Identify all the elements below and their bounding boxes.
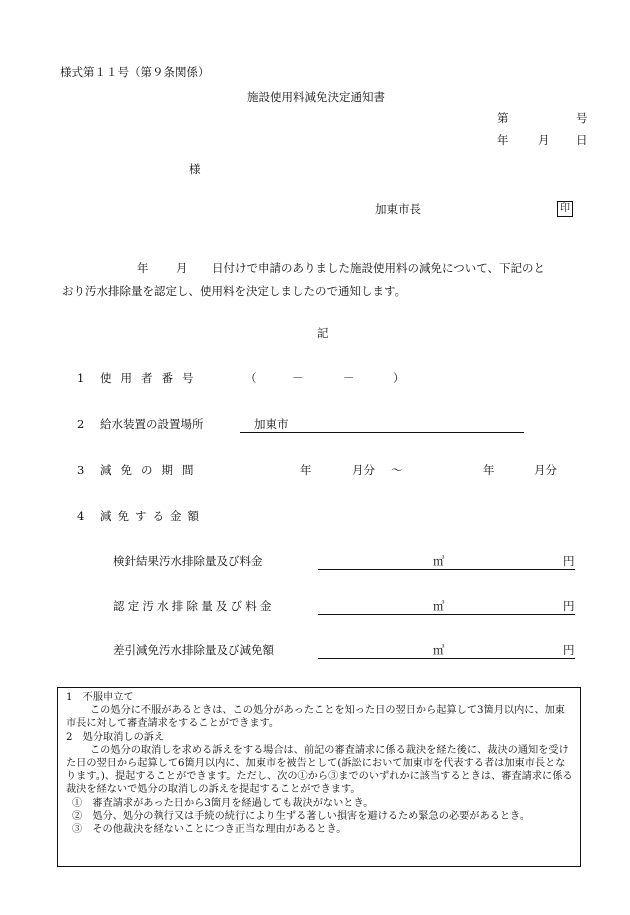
item-3-tilde: ～ (391, 463, 403, 477)
item-3-to-year: 年 (483, 463, 495, 477)
item-2-value: 加東市 (254, 417, 289, 431)
amount-row-2-money-unit: 円 (563, 599, 575, 613)
amount-row-3-money-unit: 円 (563, 643, 575, 657)
item-4-number: 4 (77, 509, 85, 523)
amount-row-1-label: 検針結果汚水排除量及び料金 (113, 554, 263, 568)
amount-row-2-label: 認定汚水排除量及び料金 (113, 599, 275, 613)
intro-line-2: おり汚水排除量を認定し、使用料を決定しましたので通知します。 (62, 284, 407, 298)
item-2-underline (240, 432, 524, 433)
seal-mark: 印 (557, 201, 573, 217)
document-title: 施設使用料減免決定通知書 (247, 90, 385, 104)
date-day-label: 日 (576, 133, 588, 147)
item-2-label: 給水装置の設置場所 (100, 417, 204, 431)
recipient-suffix: 様 (189, 162, 201, 176)
item-3-from-month: 月分 (352, 463, 375, 477)
notice-condition-3: ③ その他裁決を経ないことにつき正当な理由があるとき。 (72, 824, 347, 836)
notice-section-2-title: 2 処分取消しの訴え (66, 731, 165, 743)
notice-section-1-title: 1 不服申立て (66, 692, 134, 703)
ki-heading: 記 (317, 326, 329, 340)
item-3-number: 3 (77, 463, 85, 477)
item-2-number: 2 (77, 417, 85, 431)
appeal-notice-box (57, 687, 581, 867)
amount-row-3-underline (318, 658, 575, 659)
item-1-label: 使用者番号 (100, 371, 203, 385)
intro-month-label: 月 (176, 261, 188, 275)
item-3-to-month: 月分 (534, 463, 557, 477)
date-year-label: 年 (497, 133, 509, 147)
notice-condition-2: ② 処分、処分の執行又は手続の続行により生ずる著しい損害を避けるため緊急の必要があるとき。 (72, 810, 531, 822)
amount-row-3-label: 差引減免汚水排除量及び減免額 (113, 643, 274, 657)
amount-row-2-volume-unit: ㎥ (433, 599, 445, 613)
form-number: 様式第１１号（第９条関係） (60, 65, 210, 79)
number-label-suffix: 号 (576, 111, 588, 125)
item-1-close-paren: ） (393, 371, 405, 385)
notice-condition-1: ① 審査請求があった日から3箇月を経過しても裁決がないとき。 (72, 797, 374, 809)
amount-row-1-underline (318, 569, 575, 570)
notice-section-1-text: この処分に不服があるときは、この処分があったことを知った日の翌日から起算して3箇月以内に、加東市長に対して審査請求をすることができます。 (66, 705, 565, 730)
date-month-label: 月 (538, 133, 550, 147)
amount-row-2-underline (318, 614, 575, 615)
issuer-name: 加東市長 (375, 202, 421, 216)
notice-section-2-text: この処分の取消しを求める訴えをする場合は、前記の審査請求に係る裁決を経た後に、裁決の通知を受けた日の翌日から起算して6箇月以内に、加東市を被告として(訴訟において加東市を代表する者は加東市長となります。)、提起することができます。ただし、次の①から③までのいずれかに該当するときは、審査請求に係る裁決を経ないで処分の取消しの訴えを提起することができます。 (66, 744, 573, 796)
amount-row-1-volume-unit: ㎥ (433, 554, 445, 568)
intro-year-label: 年 (137, 261, 149, 275)
item-4-label: 減免する金額 (100, 509, 205, 523)
amount-row-3-volume-unit: ㎥ (433, 643, 445, 657)
number-label-prefix: 第 (497, 111, 509, 125)
item-1-dash-1: － (292, 371, 304, 385)
amount-row-1-money-unit: 円 (563, 554, 575, 568)
item-3-from-year: 年 (300, 463, 312, 477)
item-1-open-paren: （ (245, 371, 257, 385)
item-1-dash-2: － (343, 371, 355, 385)
intro-line-1: 日付けで申請のありました施設使用料の減免について、下記のと (212, 261, 546, 275)
item-3-label: 減免の期間 (100, 463, 203, 477)
item-1-number: 1 (77, 371, 85, 385)
